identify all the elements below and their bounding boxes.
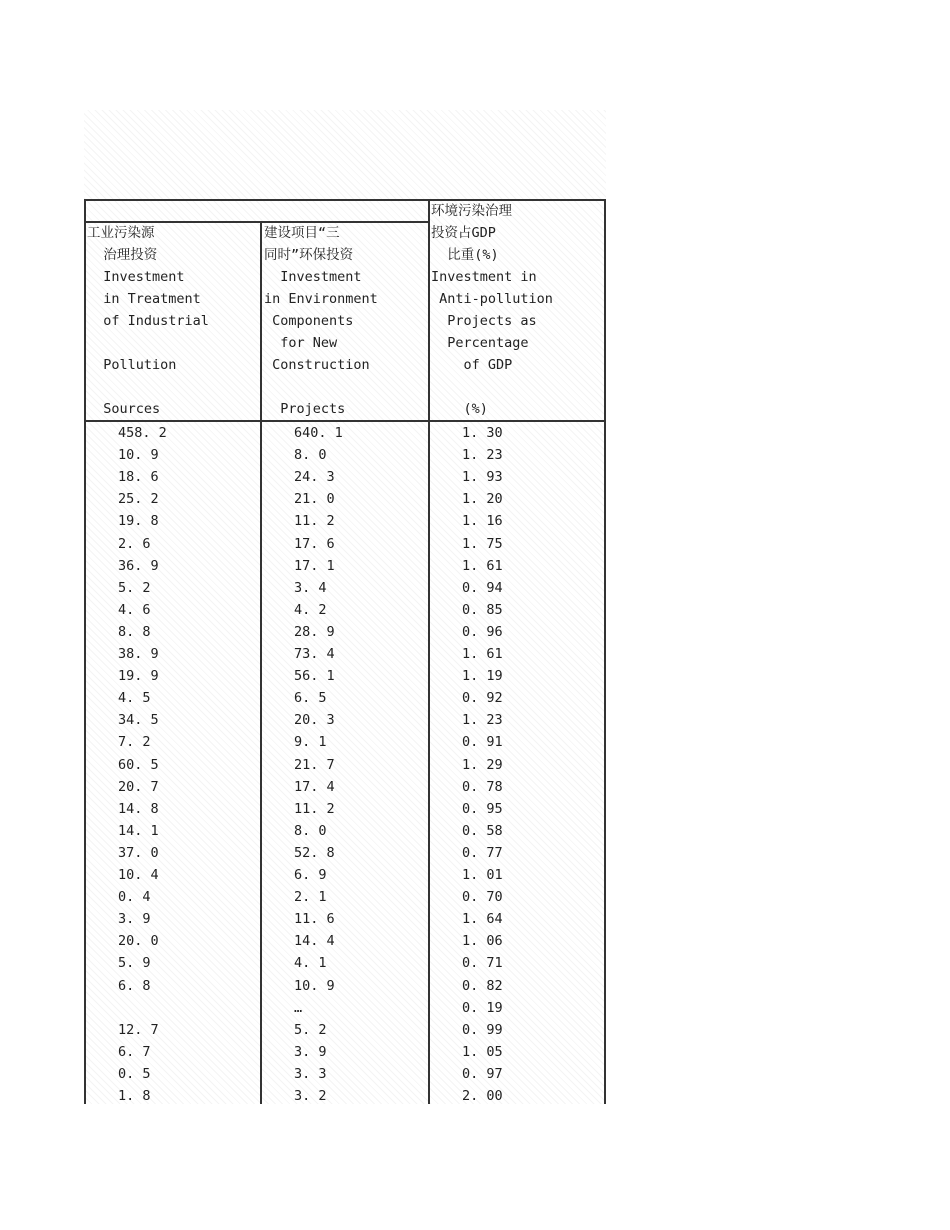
- table-cell: 1. 61: [462, 646, 503, 662]
- header-line: of GDP: [431, 357, 513, 373]
- table-cell: 18. 6: [118, 469, 159, 486]
- table-cell: 6. 9: [294, 867, 327, 883]
- table-cell: 20. 0: [118, 933, 159, 950]
- table-cell: 0. 70: [462, 889, 503, 906]
- table-cell: 0. 77: [462, 844, 503, 861]
- table-cell: 38. 9: [118, 646, 159, 662]
- table-cell: 34. 5: [118, 712, 159, 729]
- table-cell: 10. 4: [118, 867, 159, 883]
- table-cell: 3. 9: [118, 911, 151, 928]
- table-cell: 1. 19: [462, 668, 503, 685]
- table-cell: 1. 30: [462, 425, 503, 441]
- table-cell: 6. 5: [294, 690, 327, 707]
- header-line: Sources: [87, 401, 161, 417]
- table-cell: 5. 2: [294, 1021, 327, 1038]
- header-line: Anti-pollution: [431, 291, 553, 307]
- table-cell: 19. 8: [118, 513, 159, 530]
- spreadsheet-table: [84, 110, 606, 1104]
- table-cell: 1. 93: [462, 469, 503, 486]
- right-border: [604, 199, 606, 1104]
- table-cell: 0. 94: [462, 579, 503, 596]
- header-line: 环境污染治理: [431, 203, 512, 219]
- col-divider-2: [428, 199, 430, 1104]
- table-cell: 8. 0: [294, 447, 327, 464]
- header-line: 同时”环保投资: [264, 247, 354, 263]
- table-cell: 17. 1: [294, 557, 335, 574]
- table-cell: 8. 8: [118, 623, 151, 640]
- header-line: Components: [264, 313, 354, 329]
- table-cell: 28. 9: [294, 623, 335, 640]
- table-cell: 0. 91: [462, 734, 503, 751]
- table-cell: 0. 97: [462, 1065, 503, 1082]
- header-line: Construction: [264, 357, 370, 373]
- table-cell: 3. 2: [294, 1088, 327, 1104]
- table-cell: 0. 58: [462, 822, 503, 839]
- table-cell: 14. 4: [294, 933, 335, 950]
- table-cell: 4. 6: [118, 601, 151, 618]
- table-cell: 20. 7: [118, 778, 159, 795]
- header-line: of Industrial: [87, 313, 209, 329]
- table-cell: 0. 5: [118, 1065, 151, 1082]
- table-cell: 0. 95: [462, 800, 503, 817]
- table-cell: 4. 1: [294, 955, 327, 972]
- table-cell: 0. 19: [462, 999, 503, 1016]
- table-cell: 21. 0: [294, 491, 335, 508]
- table-cell: 25. 2: [118, 491, 159, 508]
- table-cell: 52. 8: [294, 844, 335, 861]
- header-line: Pollution: [87, 357, 177, 373]
- table-cell: 0. 92: [462, 690, 503, 707]
- table-cell: 0. 71: [462, 955, 503, 972]
- table-cell: …: [294, 999, 303, 1016]
- table-cell: 19. 9: [118, 668, 159, 685]
- table-cell: 36. 9: [118, 557, 159, 574]
- header-line: Investment: [87, 269, 185, 285]
- table-cell: 1. 16: [462, 513, 503, 530]
- header-line: Projects: [264, 401, 346, 417]
- header-line: Investment in: [431, 269, 537, 285]
- header-line: 建设项目“三: [264, 225, 340, 241]
- header-line: Investment: [264, 269, 362, 285]
- header-line: 治理投资: [87, 247, 158, 263]
- table-cell: 60. 5: [118, 756, 159, 773]
- col-divider-1: [260, 221, 262, 1104]
- table-cell: 20. 3: [294, 712, 335, 729]
- table-cell: 1. 05: [462, 1043, 503, 1060]
- table-cell: 6. 7: [118, 1043, 151, 1060]
- header-line: in Environment: [264, 291, 378, 307]
- table-cell: 0. 99: [462, 1021, 503, 1038]
- table-cell: 1. 64: [462, 911, 503, 928]
- table-cell: 24. 3: [294, 469, 335, 486]
- table-cell: 0. 82: [462, 977, 503, 994]
- table-cell: 17. 4: [294, 778, 335, 795]
- table-cell: 8. 0: [294, 822, 327, 839]
- header-line: (%): [431, 401, 488, 417]
- header-line: 比重(%): [431, 247, 499, 263]
- header-line: Percentage: [431, 335, 529, 351]
- table-cell: 11. 2: [294, 800, 335, 817]
- table-cell: 7. 2: [118, 734, 151, 751]
- table-cell: 3. 9: [294, 1043, 327, 1060]
- table-cell: 458. 2: [118, 425, 167, 441]
- table-cell: 14. 8: [118, 800, 159, 817]
- table-cell: 56. 1: [294, 668, 335, 685]
- table-cell: 12. 7: [118, 1021, 159, 1038]
- table-cell: 73. 4: [294, 646, 335, 662]
- header-line: Projects as: [431, 313, 537, 329]
- table-cell: 4. 5: [118, 690, 151, 707]
- table-cell: 11. 2: [294, 513, 335, 530]
- table-cell: 640. 1: [294, 425, 343, 441]
- table-cell: 17. 6: [294, 535, 335, 552]
- table-cell: 5. 2: [118, 579, 151, 596]
- table-cell: 14. 1: [118, 822, 159, 839]
- table-cell: 4. 2: [294, 601, 327, 618]
- table-cell: 2. 1: [294, 889, 327, 906]
- table-cell: 3. 4: [294, 579, 327, 596]
- table-cell: 21. 7: [294, 756, 335, 773]
- table-cell: 3. 3: [294, 1065, 327, 1082]
- table-cell: 1. 29: [462, 756, 503, 773]
- header-line: for New: [264, 335, 338, 351]
- header-line: 工业污染源: [87, 225, 155, 241]
- table-cell: 1. 23: [462, 712, 503, 729]
- table-cell: 1. 61: [462, 557, 503, 574]
- table-cell: 1. 23: [462, 447, 503, 464]
- table-cell: 9. 1: [294, 734, 327, 751]
- left-border: [84, 199, 86, 1104]
- table-cell: 0. 96: [462, 623, 503, 640]
- table-cell: 0. 4: [118, 889, 151, 906]
- table-cell: 6. 8: [118, 977, 151, 994]
- top-border: [84, 199, 606, 201]
- table-cell: 1. 75: [462, 535, 503, 552]
- table-cell: 2. 6: [118, 535, 151, 552]
- table-cell: 10. 9: [294, 977, 335, 994]
- table-cell: 0. 85: [462, 601, 503, 618]
- table-cell: 1. 06: [462, 933, 503, 950]
- table-cell: 0. 78: [462, 778, 503, 795]
- table-cell: 10. 9: [118, 447, 159, 464]
- table-cell: 1. 01: [462, 867, 503, 883]
- header-line: 投资占GDP: [431, 225, 496, 241]
- header-line: in Treatment: [87, 291, 201, 307]
- table-cell: 11. 6: [294, 911, 335, 928]
- table-cell: 1. 20: [462, 491, 503, 508]
- table-cell: 5. 9: [118, 955, 151, 972]
- table-cell: 2. 00: [462, 1088, 503, 1104]
- table-cell: 37. 0: [118, 844, 159, 861]
- table-cell: 1. 8: [118, 1088, 151, 1104]
